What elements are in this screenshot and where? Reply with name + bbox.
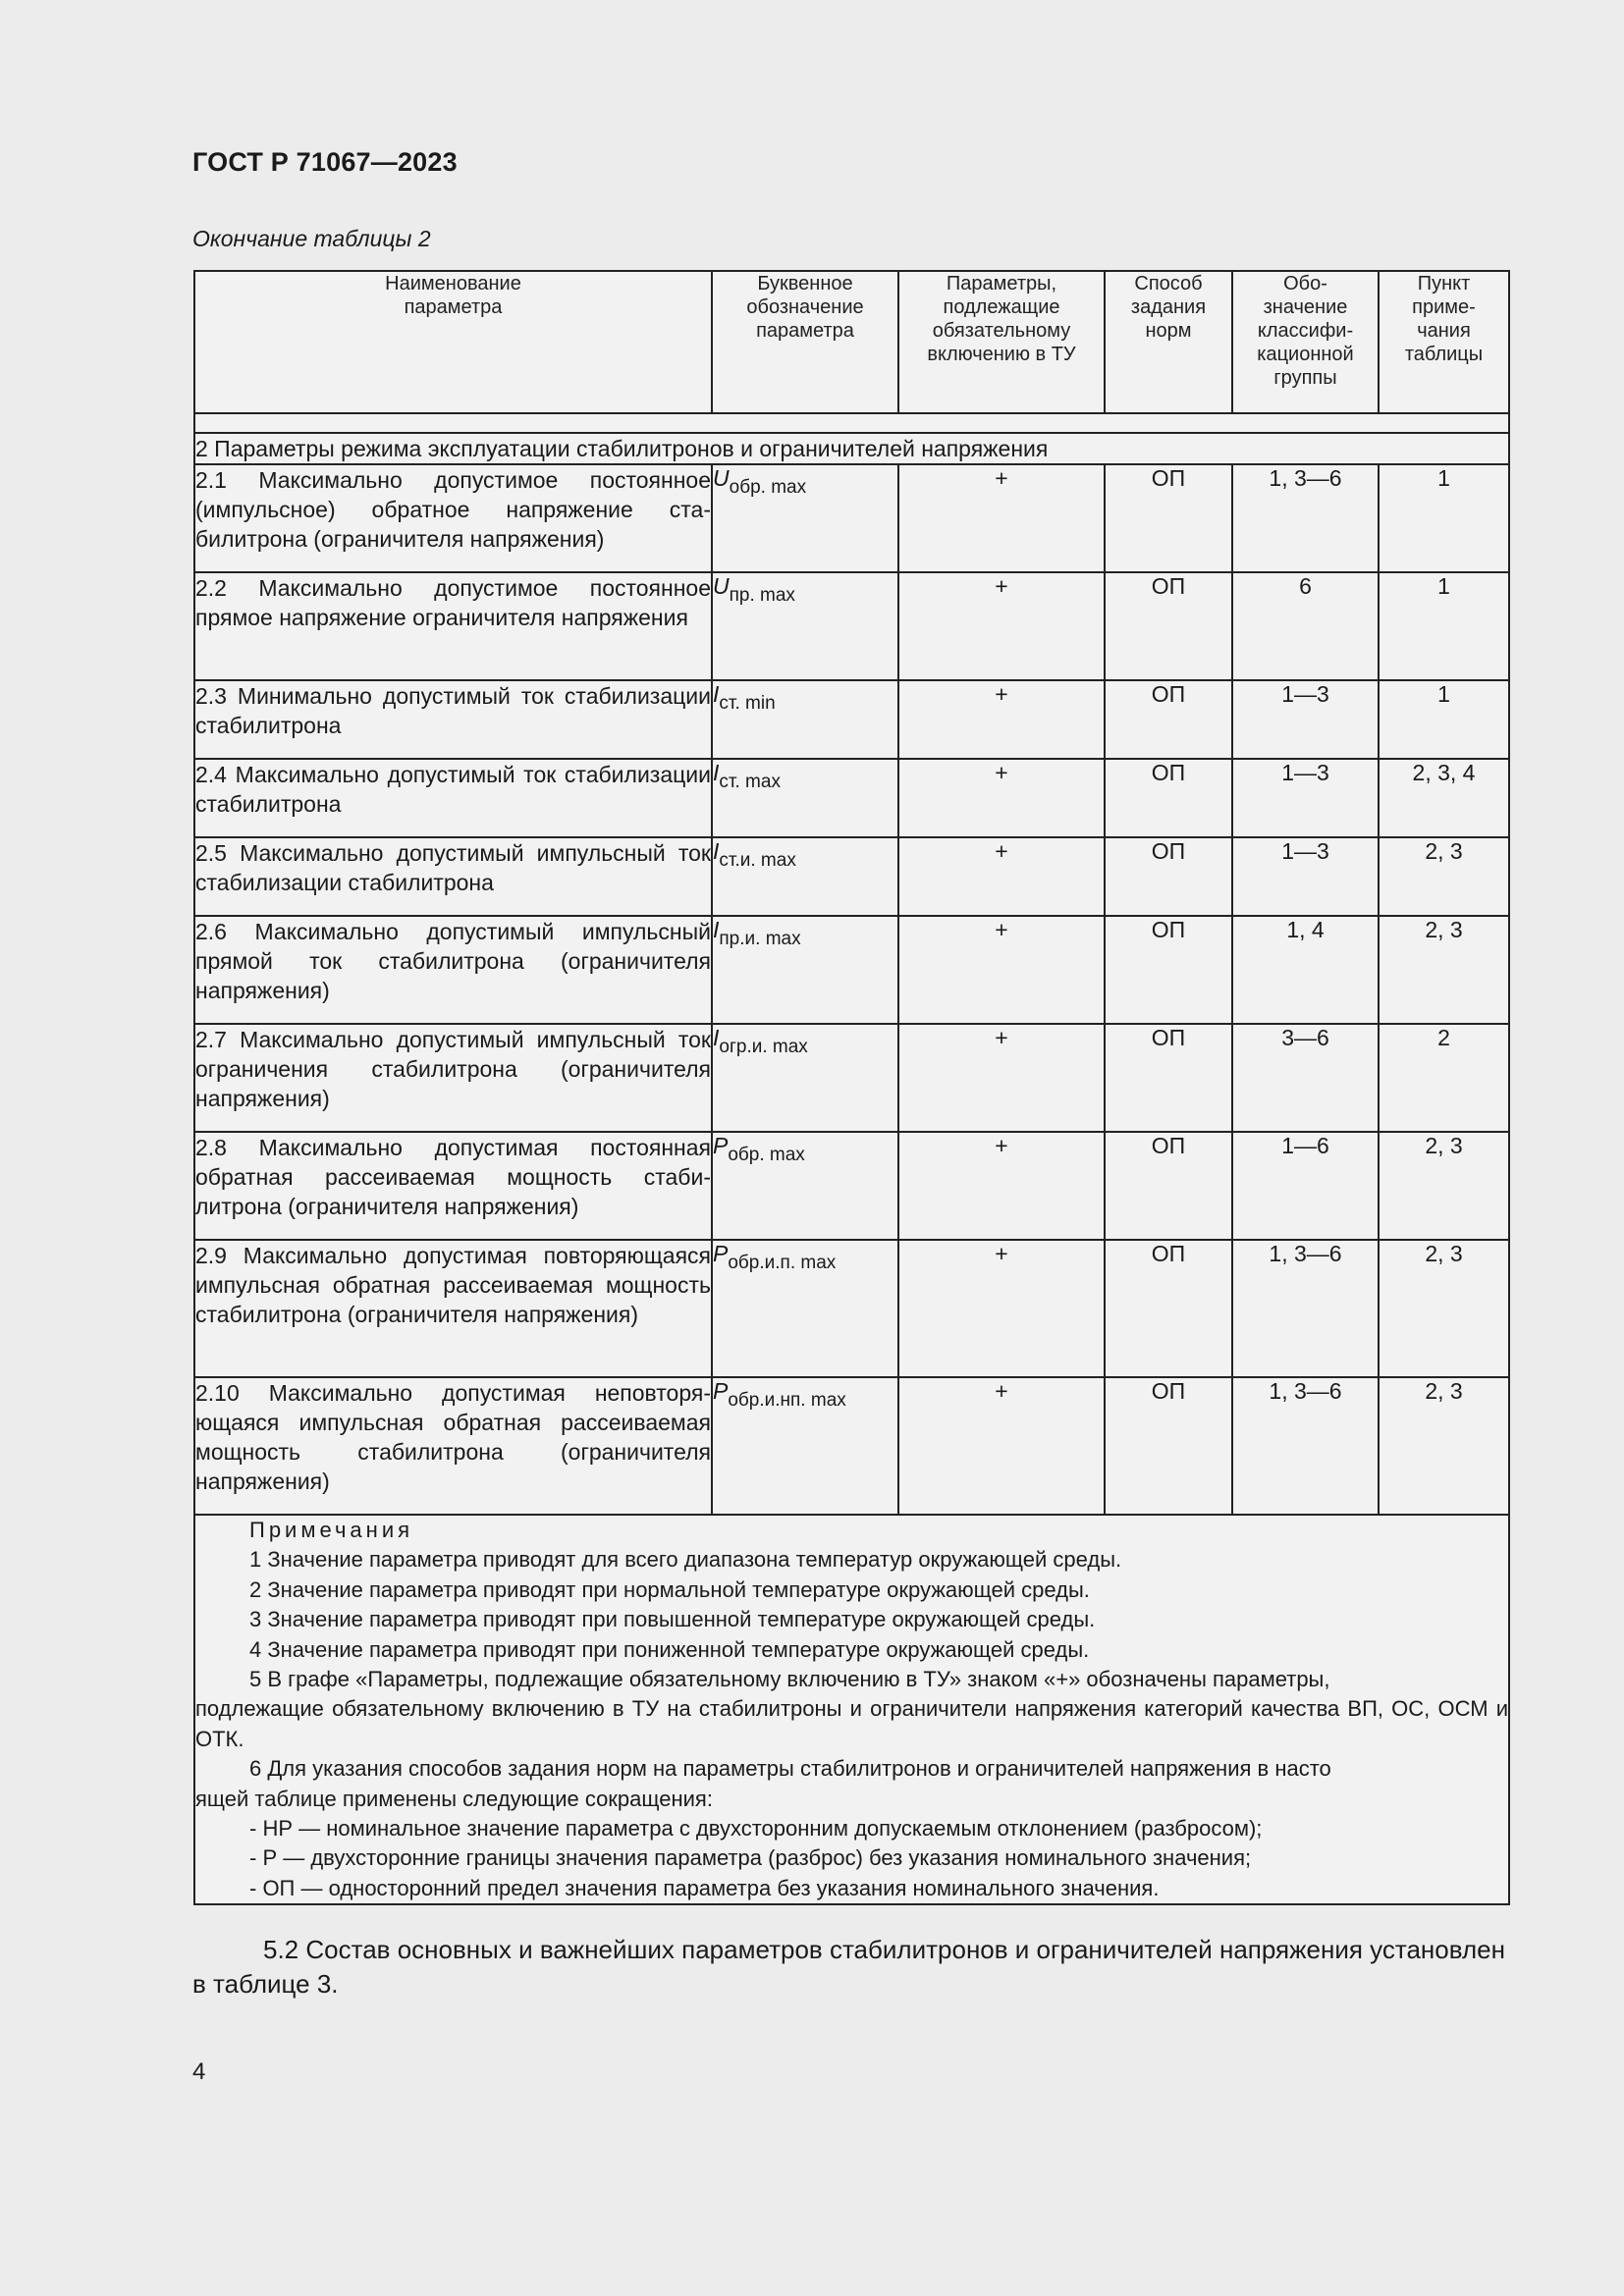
- mandatory-mark: +: [898, 1377, 1105, 1515]
- parameter-name: 2.2 Максимально допустимое постоянное прямое напряжение ограничителя напряжения: [194, 572, 712, 680]
- symbol-subscript: обр.и.нп. max: [728, 1390, 846, 1411]
- class-group: 1—3: [1232, 837, 1379, 916]
- group-row: [194, 433, 1509, 464]
- parameter-symbol: [712, 464, 898, 572]
- symbol-subscript: огр.и. max: [719, 1037, 808, 1057]
- parameter-symbol: [712, 572, 898, 680]
- mandatory-mark: +: [898, 837, 1105, 916]
- table-notes: [194, 1515, 1509, 1904]
- column-header-mandatory: [898, 271, 1105, 413]
- symbol-letter: I: [713, 917, 720, 942]
- symbol-letter: I: [713, 1025, 720, 1050]
- column-header-label: Обо- значение классифи- кационной группы: [1257, 273, 1354, 389]
- mandatory-mark: +: [898, 916, 1105, 1024]
- column-header-label: Параметры, подлежащие обязательному включению в ТУ: [927, 273, 1076, 365]
- mandatory-mark: +: [898, 1132, 1105, 1240]
- symbol-letter: I: [713, 681, 720, 707]
- column-header-symbol: [712, 271, 898, 413]
- parameter-name: 2.7 Максимально допустимый импульсный ток ограничения стабилитрона (ограничителя напряжения): [194, 1024, 712, 1132]
- column-header-label: Буквенное обозначение параметра: [746, 273, 864, 342]
- note-reference: 2: [1379, 1024, 1509, 1132]
- table-row: [194, 1132, 1509, 1240]
- parameter-name: 2.10 Максимально допустимая неповторяющаяся импульсная обратная рассеиваемая мощность стабилитрона (ограничителя напряжения): [194, 1377, 712, 1515]
- note-4: 4 Значение параметра приводят при пониженной температуре окружающей среды.: [249, 1636, 1090, 1662]
- symbol-letter: U: [713, 465, 730, 491]
- symbol-letter: U: [713, 573, 730, 599]
- symbol-letter: I: [713, 760, 720, 785]
- norm-method: ОП: [1105, 572, 1232, 680]
- parameter-symbol: [712, 1377, 898, 1515]
- note-reference: 1: [1379, 680, 1509, 759]
- symbol-letter: P: [713, 1133, 729, 1158]
- note-6-abbr-op: - ОП — односторонний предел значения параметра без указания номинального значения.: [249, 1875, 1160, 1900]
- body-paragraph: 5.2 Состав основных и важнейших параметров стабилитронов и ограничителей напряжения установлен в таблице 3.: [192, 1935, 1505, 1999]
- parameter-symbol: [712, 1024, 898, 1132]
- parameter-name: 2.3 Минимально допустимый ток стабилизации стабилитрона: [194, 680, 712, 759]
- note-1: 1 Значение параметра приводят для всего диапазона температур окружающей среды.: [249, 1547, 1122, 1573]
- column-header-name: [194, 271, 712, 413]
- parameter-symbol: [712, 916, 898, 1024]
- norm-method: ОП: [1105, 759, 1232, 837]
- norm-method: ОП: [1105, 464, 1232, 572]
- note-6-abbr-r: - Р — двухсторонние границы значения параметра (разброс) без указания номинального значения;: [249, 1845, 1252, 1871]
- note-reference: 2, 3: [1379, 1240, 1509, 1377]
- parameter-name: 2.8 Максимально допустимая постоянная обратная рассеиваемая мощность стабилитрона (ограничителя напряжения): [194, 1132, 712, 1240]
- class-group: 1, 3—6: [1232, 1377, 1379, 1515]
- note-5-continuation: подлежащие обязательному включению в ТУ на стабилитроны и ограничители напряжения категорий качества ВП, ОС, ОСМ и ОТК.: [195, 1696, 1508, 1751]
- parameter-symbol: [712, 1132, 898, 1240]
- table-row: [194, 572, 1509, 680]
- note-reference: 2, 3: [1379, 1377, 1509, 1515]
- class-group: 1, 4: [1232, 916, 1379, 1024]
- norm-method: ОП: [1105, 837, 1232, 916]
- mandatory-mark: +: [898, 759, 1105, 837]
- parameters-table: [193, 270, 1510, 1905]
- table-row: [194, 680, 1509, 759]
- table-caption: Окончание таблицы 2: [192, 226, 431, 251]
- table-header-row: [194, 271, 1509, 413]
- symbol-subscript: пр. max: [729, 585, 795, 606]
- note-reference: 2, 3: [1379, 837, 1509, 916]
- norm-method: ОП: [1105, 1240, 1232, 1377]
- notes-title: Примечания: [249, 1518, 414, 1542]
- table-row: [194, 837, 1509, 916]
- parameter-name: 2.4 Максимально допустимый ток стабилизации стабилитрона: [194, 759, 712, 837]
- note-reference: 1: [1379, 572, 1509, 680]
- group-title: 2 Параметры режима эксплуатации стабилитронов и ограничителей напряжения: [194, 433, 1509, 464]
- note-5-first-line: 5 В графе «Параметры, подлежащие обязательному включению в ТУ» знаком «+» обозначены параметры,: [249, 1667, 1330, 1692]
- mandatory-mark: +: [898, 572, 1105, 680]
- symbol-letter: I: [713, 838, 720, 864]
- symbol-subscript: обр.и.п. max: [728, 1253, 837, 1273]
- table-row: [194, 916, 1509, 1024]
- note-reference: 2, 3, 4: [1379, 759, 1509, 837]
- note-reference: 2, 3: [1379, 1132, 1509, 1240]
- note-2: 2 Значение параметра приводят при нормальной температуре окружающей среды.: [249, 1576, 1090, 1602]
- symbol-letter: P: [713, 1241, 729, 1266]
- note-reference: 1: [1379, 464, 1509, 572]
- table-row: [194, 464, 1509, 572]
- parameter-symbol: [712, 837, 898, 916]
- class-group: 6: [1232, 572, 1379, 680]
- column-header-class-group: [1232, 271, 1379, 413]
- table-row: [194, 1377, 1509, 1515]
- table-row: [194, 1240, 1509, 1377]
- symbol-subscript: ст. max: [719, 772, 781, 792]
- table-row: [194, 759, 1509, 837]
- class-group: 1, 3—6: [1232, 464, 1379, 572]
- symbol-letter: P: [713, 1378, 729, 1404]
- note-reference: 2, 3: [1379, 916, 1509, 1024]
- symbol-subscript: ст.и. max: [719, 850, 796, 871]
- norm-method: ОП: [1105, 1377, 1232, 1515]
- mandatory-mark: +: [898, 464, 1105, 572]
- symbol-subscript: обр. max: [728, 1145, 805, 1165]
- header-separator: [194, 413, 1509, 433]
- column-header-method: [1105, 271, 1232, 413]
- mandatory-mark: +: [898, 1024, 1105, 1132]
- column-header-label: Способ задания норм: [1130, 273, 1207, 342]
- class-group: 1—6: [1232, 1132, 1379, 1240]
- column-header-label: Пункт приме- чания таблицы: [1404, 273, 1484, 365]
- norm-method: ОП: [1105, 916, 1232, 1024]
- page-number: 4: [192, 2058, 206, 2085]
- mandatory-mark: +: [898, 1240, 1105, 1377]
- notes-row: [194, 1515, 1509, 1904]
- norm-method: ОП: [1105, 680, 1232, 759]
- column-header-label: Наименование параметра: [385, 273, 521, 318]
- parameter-symbol: [712, 680, 898, 759]
- note-6-continuation: ящей таблице применены следующие сокращения:: [195, 1786, 713, 1811]
- norm-method: ОП: [1105, 1132, 1232, 1240]
- parameter-name: 2.5 Максимально допустимый импульсный ток стабилизации стабилитрона: [194, 837, 712, 916]
- parameter-name: 2.1 Максимально допустимое постоянное (импульсное) обратное напряжение стабилитрона (ограничителя напряжения): [194, 464, 712, 572]
- column-header-note-ref: [1379, 271, 1509, 413]
- note-3: 3 Значение параметра приводят при повышенной температуре окружающей среды.: [249, 1607, 1096, 1632]
- parameter-symbol: [712, 1240, 898, 1377]
- table-row: [194, 1024, 1509, 1132]
- norm-method: ОП: [1105, 1024, 1232, 1132]
- class-group: 1—3: [1232, 759, 1379, 837]
- parameter-symbol: [712, 759, 898, 837]
- class-group: 1—3: [1232, 680, 1379, 759]
- symbol-subscript: пр.и. max: [719, 929, 801, 949]
- parameter-name: 2.9 Максимально допустимая повторяющаяся импульсная обратная рассеиваемая мощность стабилитрона (ограничителя напряжения): [194, 1240, 712, 1377]
- class-group: 1, 3—6: [1232, 1240, 1379, 1377]
- class-group: 3—6: [1232, 1024, 1379, 1132]
- document-title: ГОСТ Р 71067—2023: [192, 147, 458, 177]
- note-6-abbr-nr: - НР — номинальное значение параметра с двухсторонним допускаемым отклонением (разбросом);: [249, 1816, 1263, 1842]
- note-6-first-line: 6 Для указания способов задания норм на параметры стабилитронов и ограничителей напряжения в насто: [249, 1756, 1331, 1782]
- symbol-subscript: ст. min: [719, 693, 776, 714]
- parameter-name: 2.6 Максимально допустимый импульсный прямой ток стабилитрона (ограничителя напряжения): [194, 916, 712, 1024]
- symbol-subscript: обр. max: [729, 477, 807, 498]
- mandatory-mark: +: [898, 680, 1105, 759]
